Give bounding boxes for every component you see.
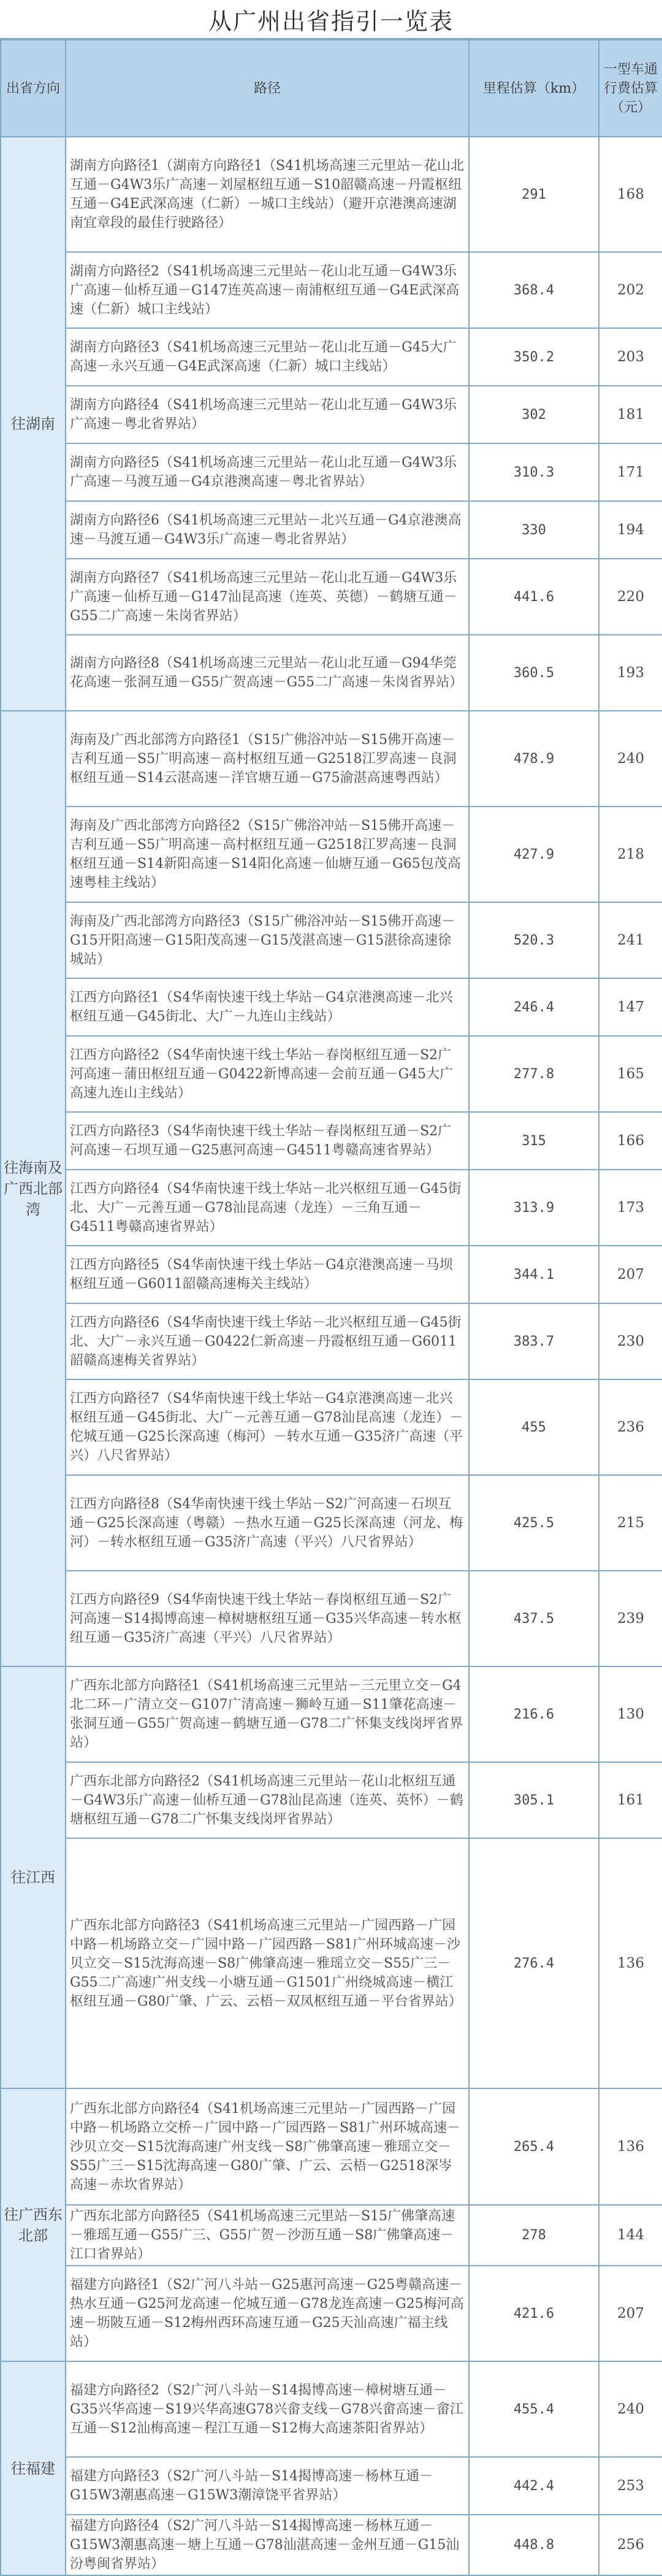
route-cell: 江西方向路径5（S4华南快速干线土华站－G4京港澳高速－马坝枢纽互通－G6011韶赣高速梅关主线站）: [66, 1246, 469, 1303]
header-direction: 出省方向: [1, 40, 66, 137]
table-row: [1, 386, 662, 443]
table-row: [1, 807, 662, 902]
mileage-cell: 265.4: [469, 2088, 599, 2205]
mileage-cell: 310.3: [469, 443, 599, 501]
route-cell: 海南及广西北部湾方向路径2（S15广佛浴冲站－S15佛开高速－吉利互通－S5广明高速－高村枢纽互通－G2518江罗高速－良洞枢纽互通－S14新阳高速－S14阳化高速－仙塘互通－G65包茂高速粤桂主线站）: [66, 807, 469, 902]
route-cell: 福建方向路径4（S2广河八斗站－S14揭博高速－杨林互通－G15W3潮惠高速－塘上互通－G78汕湛高速－金州互通－G15汕汾粤闽省界站）: [66, 2515, 469, 2575]
table-row: [1, 252, 662, 328]
fee-cell: 207: [599, 2266, 662, 2361]
route-cell: 广西东北部方向路径1（S41机场高速三元里站－三元里立交－G4北二环－广清立交－G107广清高速－狮岭互通－S11肇花高速－张洞互通－G55广贺高速－鹤塘互通－G78二广怀集支线岗坪省界站）: [66, 1666, 469, 1762]
fee-cell: 218: [599, 807, 662, 902]
table-row: [1, 2361, 662, 2457]
route-cell: 湖南方向路径2（S41机场高速三元里站－花山北互通－G4W3乐广高速－仙桥互通－G147连英高速－南浦枢纽互通－G4E武深高速（仁新）城口主线站）: [66, 252, 469, 328]
mileage-cell: 216.6: [469, 1666, 599, 1762]
fee-cell: 207: [599, 1246, 662, 1303]
fee-cell: 253: [599, 2457, 662, 2515]
fee-cell: 181: [599, 386, 662, 443]
table-row: [1, 1475, 662, 1571]
fee-cell: 193: [599, 635, 662, 711]
fee-cell: 202: [599, 252, 662, 328]
mileage-cell: 344.1: [469, 1246, 599, 1303]
table-row: [1, 1246, 662, 1303]
mileage-cell: 330: [469, 501, 599, 559]
header-row: [1, 40, 662, 137]
fee-cell: 130: [599, 1666, 662, 1762]
mileage-cell: 421.6: [469, 2266, 599, 2361]
mileage-cell: 478.9: [469, 711, 599, 807]
mileage-cell: 455: [469, 1379, 599, 1475]
route-cell: 海南及广西北部湾方向路径1（S15广佛浴冲站－S15佛开高速－吉利互通－S5广明高速－高村枢纽互通－G2518江罗高速－良洞枢纽互通－S14云湛高速－洋官塘互通－G75渝湛高速粤西站）: [66, 711, 469, 807]
route-cell: 湖南方向路径5（S41机场高速三元里站－花山北互通－G4W3乐广高速－马渡互通－G4京港澳高速－粤北省界站）: [66, 443, 469, 501]
route-cell: 广西东北部方向路径5（S41机场高速三元里站－S15广佛肇高速－雅瑶互通－G55广三、G55广贺－沙沥互通－S8广佛肇高速－江口省界站）: [66, 2205, 469, 2266]
page-title: 从广州出省指引一览表: [0, 0, 662, 39]
route-cell: 江西方向路径2（S4华南快速干线土华站－春岗枢纽互通－S2广河高速－蒲田枢纽互通－G0422新博高速－会前互通－G45大广高速九连山主线站）: [66, 1036, 469, 1112]
table-row: [1, 1112, 662, 1170]
route-cell: 湖南方向路径3（S41机场高速三元里站－花山北互通－G45大广高速－永兴互通－G4E武深高速（仁新）城口主线站）: [66, 328, 469, 386]
fee-cell: 136: [599, 1838, 662, 2088]
fee-cell: 147: [599, 978, 662, 1036]
table-row: [1, 1838, 662, 2088]
route-cell: 湖南方向路径4（S41机场高速三元里站－花山北互通－G4W3乐广高速－粤北省界站）: [66, 386, 469, 443]
mileage-cell: 520.3: [469, 902, 599, 978]
table-row: [1, 328, 662, 386]
table-row: [1, 2515, 662, 2575]
route-cell: 江西方向路径3（S4华南快速干线土华站－春岗枢纽互通－S2广河高速－石坝互通－G25惠河高速－G4511粤赣高速省界站）: [66, 1112, 469, 1170]
route-cell: 江西方向路径1（S4华南快速干线土华站－G4京港澳高速－北兴枢纽互通－G45街北、大广－九连山主线站）: [66, 978, 469, 1036]
mileage-cell: 427.9: [469, 807, 599, 902]
fee-cell: 239: [599, 1571, 662, 1666]
table-row: [1, 2205, 662, 2266]
fee-cell: 220: [599, 559, 662, 635]
fee-cell: 215: [599, 1475, 662, 1571]
region-cell: 往湖南: [1, 137, 66, 711]
mileage-cell: 455.4: [469, 2361, 599, 2457]
table-row: [1, 902, 662, 978]
table-row: [1, 1762, 662, 1838]
mileage-cell: 383.7: [469, 1303, 599, 1379]
table-row: [1, 1303, 662, 1379]
table-row: [1, 978, 662, 1036]
mileage-cell: 305.1: [469, 1762, 599, 1838]
table-row: [1, 1379, 662, 1475]
table-row: [1, 559, 662, 635]
route-cell: 福建方向路径1（S2广河八斗站－G25惠河高速－G25粤赣高速－热水互通－G25河龙高速－佗城互通－G78龙连高速－G25梅河高速－坜陂互通－S12梅州西环高速互通－G25天汕高速广福主线站）: [66, 2266, 469, 2361]
route-cell: 福建方向路径3（S2广河八斗站－S14揭博高速－杨林互通－G15W3潮惠高速－G15W3潮漳饶平省界站）: [66, 2457, 469, 2515]
route-table: [0, 39, 662, 2576]
fee-cell: 256: [599, 2515, 662, 2575]
fee-cell: 236: [599, 1379, 662, 1475]
header-route: 路径: [66, 40, 469, 137]
fee-cell: 168: [599, 137, 662, 252]
mileage-cell: 448.8: [469, 2515, 599, 2575]
table-row: [1, 501, 662, 559]
fee-cell: 240: [599, 2361, 662, 2457]
table-body: [1, 137, 662, 2575]
fee-cell: 161: [599, 1762, 662, 1838]
route-cell: 湖南方向路径8（S41机场高速三元里站－花山北互通－G94华莞花高速－张洞互通－G55广贺高速－G55二广高速－朱岗省界站）: [66, 635, 469, 711]
mileage-cell: 276.4: [469, 1838, 599, 2088]
fee-cell: 171: [599, 443, 662, 501]
route-cell: 湖南方向路径7（S41机场高速三元里站－花山北互通－G4W3乐广高速－仙桥互通－G147汕昆高速（连英、英德）－鹤塘互通－G55二广高速－朱岗省界站）: [66, 559, 469, 635]
table-row: [1, 711, 662, 807]
route-cell: 江西方向路径6（S4华南快速干线土华站－北兴枢纽互通－G45街北、大广－永兴互通－G0422仁新高速－丹霞枢纽互通－G6011韶赣高速梅关省界站）: [66, 1303, 469, 1379]
mileage-cell: 368.4: [469, 252, 599, 328]
table-row: [1, 2266, 662, 2361]
route-cell: 广西东北部方向路径2（S41机场高速三元里站－花山北枢纽互通－G4W3乐广高速－仙桥互通－G78汕昆高速（连英、英怀）－鹤塘枢纽互通－G78二广怀集支线岗坪省界站）: [66, 1762, 469, 1838]
mileage-cell: 277.8: [469, 1036, 599, 1112]
route-cell: 湖南方向路径6（S41机场高速三元里站－北兴互通－G4京港澳高速－马渡互通－G4W3乐广高速－粤北省界站）: [66, 501, 469, 559]
fee-cell: 194: [599, 501, 662, 559]
table-row: [1, 1170, 662, 1246]
mileage-cell: 291: [469, 137, 599, 252]
mileage-cell: 315: [469, 1112, 599, 1170]
mileage-cell: 246.4: [469, 978, 599, 1036]
fee-cell: 203: [599, 328, 662, 386]
mileage-cell: 425.5: [469, 1475, 599, 1571]
fee-cell: 241: [599, 902, 662, 978]
table-row: [1, 1571, 662, 1666]
route-cell: 广西东北部方向路径3（S41机场高速三元里站－广园西路－广园中路－机场路立交－广园中路－广园西路－S81广州环城高速－沙贝立交－S15沈海高速－S8广佛肇高速－雅瑶立交－S55广三－G55二广高速广州支线－小塘互通－G1501广州绕城高速－横江枢纽互通－G80广肇、广云、云梧－双凤枢纽互通－平台省界站）: [66, 1838, 469, 2088]
mileage-cell: 441.6: [469, 559, 599, 635]
region-cell: 往广西东北部: [1, 2088, 66, 2361]
route-cell: 江西方向路径4（S4华南快速干线土华站－北兴枢纽互通－G45街北、大广－元善互通－G78汕昆高速（龙连）－三角互通－G4511粤赣高速省界站）: [66, 1170, 469, 1246]
route-cell: 江西方向路径7（S4华南快速干线土华站－G4京港澳高速－北兴枢纽互通－G45街北、大广－元善互通－G78汕昆高速（龙连）－佗城互通－G25长深高速（梅河）－转水互通－G35济广高速（平兴）八尺省界站）: [66, 1379, 469, 1475]
mileage-cell: 278: [469, 2205, 599, 2266]
route-cell: 福建方向路径2（S2广河八斗站－S14揭博高速－樟树塘互通－G35兴华高速－S19兴华高速G78兴畲支线－G78兴畲高速－畲江互通－S12汕梅高速－程江互通－S12梅大高速茶阳省界站）: [66, 2361, 469, 2457]
header-mileage: 里程估算（km）: [469, 40, 599, 137]
table-row: [1, 1036, 662, 1112]
region-cell: 往福建: [1, 2361, 66, 2575]
table-row: [1, 2457, 662, 2515]
fee-cell: 240: [599, 711, 662, 807]
region-cell: 往海南及广西北部湾: [1, 711, 66, 1666]
fee-cell: 173: [599, 1170, 662, 1246]
table-row: [1, 2088, 662, 2205]
fee-cell: 136: [599, 2088, 662, 2205]
mileage-cell: 437.5: [469, 1571, 599, 1666]
route-cell: 广西东北部方向路径4（S41机场高速三元里站－广园西路－广园中路－机场路立交桥－广园中路－广园西路－S81广州环城高速－沙贝立交－S15沈海高速广州支线－S8广佛肇高速－雅瑶立交－S55广三－S15沈海高速－G80广肇、广云、云梧－G2518深岑高速－赤坎省界站）: [66, 2088, 469, 2205]
table-row: [1, 443, 662, 501]
mileage-cell: 302: [469, 386, 599, 443]
mileage-cell: 313.9: [469, 1170, 599, 1246]
route-cell: 湖南方向路径1（湖南方向路径1（S41机场高速三元里站－花山北互通－G4W3乐广高速－刘屋枢纽互通－S10韶赣高速－丹霞枢纽互通－G4E武深高速（仁新）－城口主线站）（避开京港澳高速湖南宜章段的最佳行驶路径）: [66, 137, 469, 252]
table-row: [1, 635, 662, 711]
fee-cell: 144: [599, 2205, 662, 2266]
fee-cell: 166: [599, 1112, 662, 1170]
fee-cell: 165: [599, 1036, 662, 1112]
mileage-cell: 442.4: [469, 2457, 599, 2515]
table-row: [1, 137, 662, 252]
mileage-cell: 350.2: [469, 328, 599, 386]
table-row: [1, 1666, 662, 1762]
route-cell: 江西方向路径9（S4华南快速干线土华站－春岗枢纽互通－S2广河高速－S14揭博高速－樟树塘枢纽互通－G35兴华高速－转水枢纽互通－G35济广高速（平兴）八尺省界站）: [66, 1571, 469, 1666]
fee-cell: 230: [599, 1303, 662, 1379]
route-cell: 海南及广西北部湾方向路径3（S15广佛浴冲站－S15佛开高速－G15开阳高速－G15阳茂高速－G15茂湛高速－G15湛徐高速徐城站）: [66, 902, 469, 978]
header-fee: 一型车通行费估算（元）: [599, 40, 662, 137]
mileage-cell: 360.5: [469, 635, 599, 711]
route-cell: 江西方向路径8（S4华南快速干线土华站－S2广河高速－石坝互通－G25长深高速（粤赣）－热水互通－G25长深高速（河龙、梅河）－转水枢纽互通－G35济广高速（平兴）八尺省界站）: [66, 1475, 469, 1571]
region-cell: 往江西: [1, 1666, 66, 2088]
